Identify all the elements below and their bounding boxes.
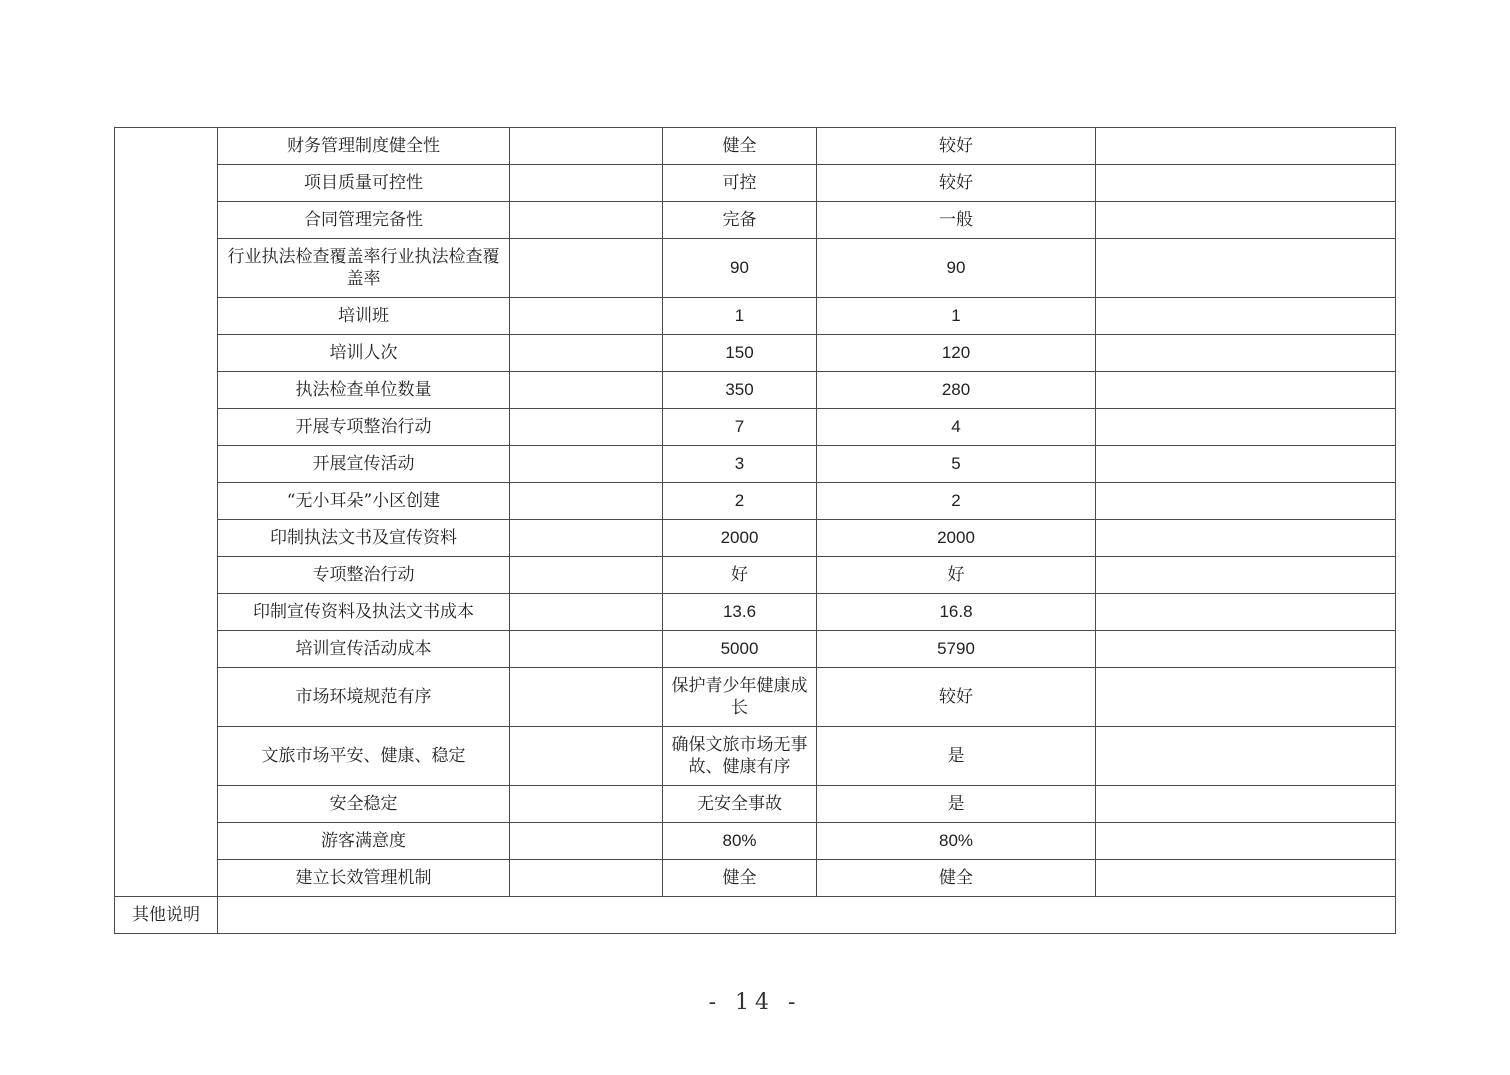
table-row	[115, 239, 1396, 298]
table-row	[115, 335, 1396, 372]
target-cell: 80%	[663, 823, 817, 860]
blank-cell	[510, 557, 663, 594]
actual-cell: 较好	[817, 668, 1096, 727]
indicator-cell: 行业执法检查覆盖率行业执法检查覆盖率	[218, 239, 510, 298]
remark-cell	[1096, 165, 1396, 202]
indicator-cell: 培训宣传活动成本	[218, 631, 510, 668]
blank-cell	[510, 727, 663, 786]
blank-cell	[510, 786, 663, 823]
notes-label: 其他说明	[115, 897, 218, 934]
target-cell: 3	[663, 446, 817, 483]
blank-cell	[510, 409, 663, 446]
category-merged-cell	[115, 128, 218, 897]
blank-cell	[510, 202, 663, 239]
table-row	[115, 557, 1396, 594]
target-cell: 健全	[663, 860, 817, 897]
remark-cell	[1096, 446, 1396, 483]
indicator-cell: 市场环境规范有序	[218, 668, 510, 727]
remark-cell	[1096, 409, 1396, 446]
actual-cell: 是	[817, 786, 1096, 823]
target-cell: 保护青少年健康成长	[663, 668, 817, 727]
indicator-cell: 培训人次	[218, 335, 510, 372]
table-row	[115, 128, 1396, 165]
target-cell: 2000	[663, 520, 817, 557]
table-row	[115, 520, 1396, 557]
indicator-cell: 开展专项整治行动	[218, 409, 510, 446]
table-row	[115, 727, 1396, 786]
actual-cell: 280	[817, 372, 1096, 409]
blank-cell	[510, 860, 663, 897]
blank-cell	[510, 372, 663, 409]
actual-cell: 好	[817, 557, 1096, 594]
actual-cell: 1	[817, 298, 1096, 335]
blank-cell	[510, 298, 663, 335]
indicator-cell: 合同管理完备性	[218, 202, 510, 239]
table-row	[115, 165, 1396, 202]
remark-cell	[1096, 483, 1396, 520]
actual-cell: 5	[817, 446, 1096, 483]
indicator-cell: 印制宣传资料及执法文书成本	[218, 594, 510, 631]
target-cell: 7	[663, 409, 817, 446]
document-page	[114, 127, 1395, 934]
remark-cell	[1096, 239, 1396, 298]
target-cell: 2	[663, 483, 817, 520]
blank-cell	[510, 335, 663, 372]
remark-cell	[1096, 631, 1396, 668]
blank-cell	[510, 483, 663, 520]
indicator-cell: 专项整治行动	[218, 557, 510, 594]
blank-cell	[510, 594, 663, 631]
table-row	[115, 202, 1396, 239]
target-cell: 90	[663, 239, 817, 298]
actual-cell: 80%	[817, 823, 1096, 860]
target-cell: 完备	[663, 202, 817, 239]
notes-row	[115, 897, 1396, 934]
target-cell: 350	[663, 372, 817, 409]
target-cell: 5000	[663, 631, 817, 668]
target-cell: 无安全事故	[663, 786, 817, 823]
remark-cell	[1096, 335, 1396, 372]
target-cell: 150	[663, 335, 817, 372]
notes-value	[218, 897, 1396, 934]
remark-cell	[1096, 557, 1396, 594]
actual-cell: 健全	[817, 860, 1096, 897]
remark-cell	[1096, 823, 1396, 860]
table-row	[115, 823, 1396, 860]
remark-cell	[1096, 202, 1396, 239]
actual-cell: 2	[817, 483, 1096, 520]
remark-cell	[1096, 727, 1396, 786]
target-cell: 可控	[663, 165, 817, 202]
remark-cell	[1096, 298, 1396, 335]
remark-cell	[1096, 520, 1396, 557]
actual-cell: 是	[817, 727, 1096, 786]
indicator-cell: 建立长效管理机制	[218, 860, 510, 897]
target-cell: 1	[663, 298, 817, 335]
blank-cell	[510, 128, 663, 165]
table-row	[115, 668, 1396, 727]
remark-cell	[1096, 668, 1396, 727]
actual-cell: 2000	[817, 520, 1096, 557]
indicator-cell: 安全稳定	[218, 786, 510, 823]
table-row	[115, 372, 1396, 409]
target-cell: 好	[663, 557, 817, 594]
actual-cell: 90	[817, 239, 1096, 298]
target-cell: 13.6	[663, 594, 817, 631]
actual-cell: 120	[817, 335, 1096, 372]
remark-cell	[1096, 786, 1396, 823]
indicator-cell: 印制执法文书及宣传资料	[218, 520, 510, 557]
remark-cell	[1096, 594, 1396, 631]
blank-cell	[510, 668, 663, 727]
table-row	[115, 631, 1396, 668]
blank-cell	[510, 165, 663, 202]
table-row	[115, 298, 1396, 335]
target-cell: 健全	[663, 128, 817, 165]
actual-cell: 4	[817, 409, 1096, 446]
actual-cell: 较好	[817, 165, 1096, 202]
table-row	[115, 409, 1396, 446]
actual-cell: 16.8	[817, 594, 1096, 631]
indicator-cell: 财务管理制度健全性	[218, 128, 510, 165]
indicator-cell: 游客满意度	[218, 823, 510, 860]
blank-cell	[510, 520, 663, 557]
table-row	[115, 446, 1396, 483]
table-row	[115, 786, 1396, 823]
blank-cell	[510, 631, 663, 668]
indicator-cell: 培训班	[218, 298, 510, 335]
remark-cell	[1096, 372, 1396, 409]
table-row	[115, 483, 1396, 520]
remark-cell	[1096, 128, 1396, 165]
indicator-cell: 文旅市场平安、健康、稳定	[218, 727, 510, 786]
blank-cell	[510, 239, 663, 298]
actual-cell: 较好	[817, 128, 1096, 165]
actual-cell: 一般	[817, 202, 1096, 239]
performance-table	[114, 127, 1396, 934]
indicator-cell: 执法检查单位数量	[218, 372, 510, 409]
table-row	[115, 860, 1396, 897]
page-number: - 14 -	[708, 990, 802, 1015]
indicator-cell: 项目质量可控性	[218, 165, 510, 202]
blank-cell	[510, 823, 663, 860]
actual-cell: 5790	[817, 631, 1096, 668]
blank-cell	[510, 446, 663, 483]
target-cell: 确保文旅市场无事故、健康有序	[663, 727, 817, 786]
table-row	[115, 594, 1396, 631]
indicator-cell: “无小耳朵”小区创建	[218, 483, 510, 520]
remark-cell	[1096, 860, 1396, 897]
indicator-cell: 开展宣传活动	[218, 446, 510, 483]
